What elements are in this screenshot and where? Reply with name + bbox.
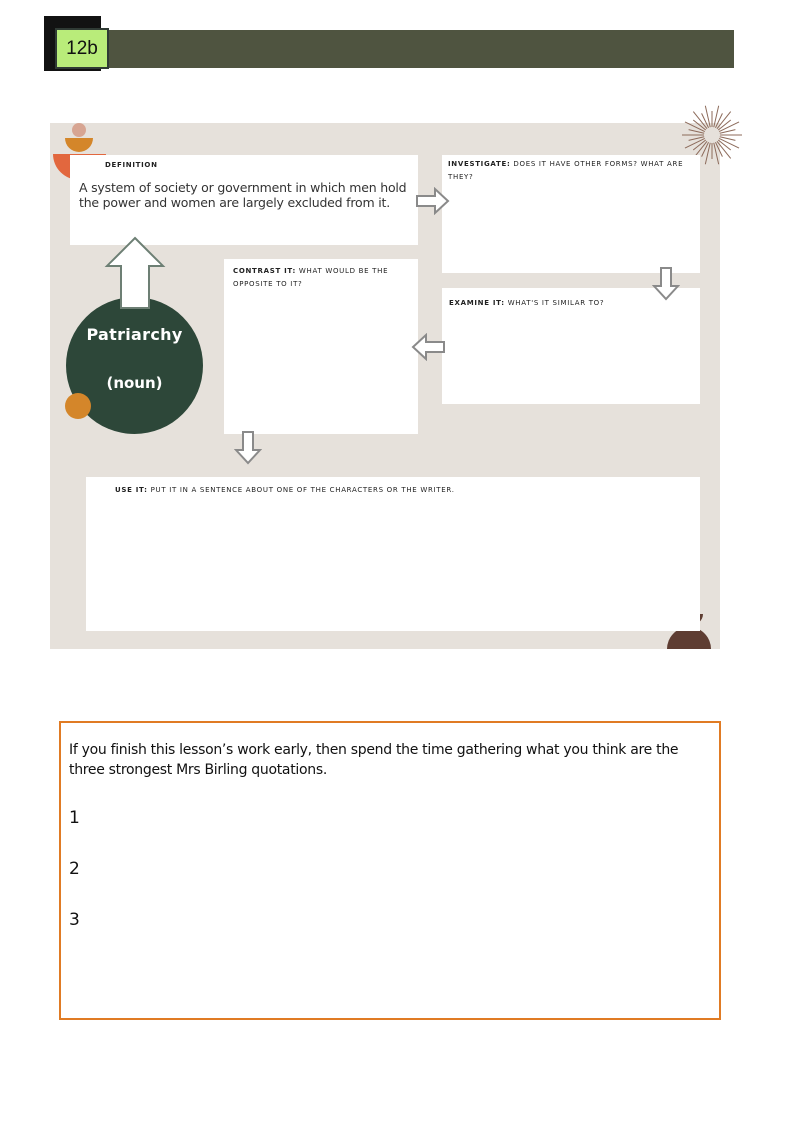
orange-circle-accent [64,393,94,423]
arrow-down-icon-right [652,266,680,302]
arrow-right-icon [415,187,451,215]
sunburst-ray [714,143,719,164]
extension-instructions: If you finish this lesson’s work early, then spend the time gathering what you think are the three strongest Mrs Birling quotations. [69,742,679,778]
orange-half-bowl [65,138,93,152]
quotation-number-3: 3 [69,910,80,930]
investigate-label: INVESTIGATE: DOES IT HAVE OTHER FORMS? WHAT ARE THEY? [448,160,684,181]
arrow-up-icon [104,236,166,310]
use-it-label: USE IT: PUT IT IN A SENTENCE ABOUT ONE OF THE CHARACTERS OR THE WRITER. [115,486,455,494]
header-bar [101,30,734,68]
definition-text: A system of society or government in which men hold the power and women are largely excluded from it. [79,180,407,210]
examine-label: EXAMINE IT: WHAT'S IT SIMILAR TO? [449,299,605,307]
definition-label: DEFINITION [105,161,158,169]
vocab-word: Patriarchy [86,325,183,344]
lesson-badge: 12b [55,28,109,69]
sunburst-ray [705,106,710,127]
use-it-box[interactable] [86,477,700,631]
contrast-label: CONTRAST IT: WHAT WOULD BE THE OPPOSITE TO IT? [233,267,389,288]
quotation-number-1: 1 [69,808,80,828]
quotation-number-2: 2 [69,859,80,879]
arrow-left-icon [410,333,446,361]
sunburst-ray [714,106,719,127]
word-type: (noun) [106,374,163,392]
small-peach-circle [72,123,86,137]
sunburst-ray [705,143,710,164]
arrow-down-icon-left [234,430,262,466]
